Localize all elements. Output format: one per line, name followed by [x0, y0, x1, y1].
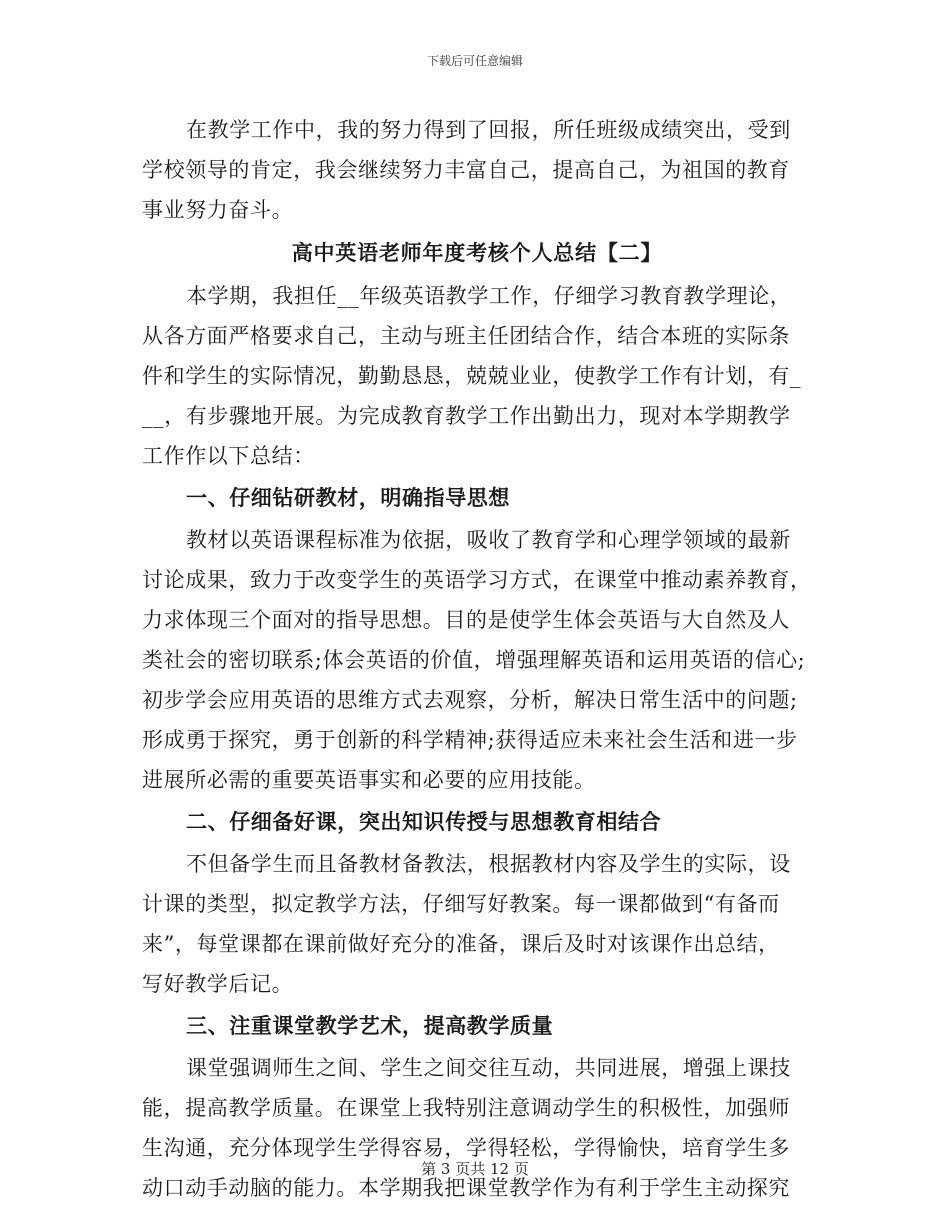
paragraph-line: 动口动手动脑的能力。本学期我把课堂教学作为有利于学生主动探究	[142, 1176, 790, 1200]
paragraph-line: 形成勇于探究，勇于创新的科学精神;获得适应未来社会生活和进一步	[142, 728, 798, 752]
paragraph-line: __，有步骤地开展。为完成教育教学工作出勤出力，现对本学期教学	[142, 404, 791, 428]
paragraph-line: 来”，每堂课都在课前做好充分的准备，课后及时对该课作出总结，	[142, 932, 780, 956]
heading-2: 二、仔细备好课，突出知识传授与思想教育相结合	[186, 809, 662, 834]
page-footer: 第 3 页共 12 页	[421, 1160, 529, 1178]
paragraph-line: 工作作以下总结：	[142, 444, 315, 468]
paragraph-line: 进展所必需的重要英语事实和必要的应用技能。	[142, 768, 596, 792]
paragraph-line: 能，提高教学质量。在课堂上我特别注意调动学生的积极性，加强师	[142, 1096, 790, 1120]
paragraph-line: 从各方面严格要求自己，主动与班主任团结合作，结合本班的实际条	[142, 324, 790, 348]
paragraph-line: 件和学生的实际情况，勤勤恳恳，兢兢业业，使教学工作有计划，有_	[142, 364, 802, 388]
paragraph-line: 写好教学后记。	[142, 972, 294, 996]
paragraph-line: 教材以英语课程标准为依据，吸收了教育学和心理学领域的最新	[186, 528, 791, 552]
paragraph-line: 计课的类型，拟定教学方法，仔细写好教案。每一课都做到“有备而	[142, 892, 780, 916]
paragraph-line: 讨论成果，致力于改变学生的英语学习方式，在课堂中推动素养教育，	[142, 568, 812, 592]
paragraph-line: 事业努力奋斗。	[142, 198, 294, 222]
heading-1: 一、仔细钻研教材，明确指导思想	[186, 485, 510, 510]
paragraph-line: 本学期，我担任__年级英语教学工作，仔细学习教育教学理论，	[186, 284, 792, 308]
paragraph-line: 不但备学生而且备教材备教法，根据教材内容及学生的实际，设	[186, 852, 791, 876]
heading-3: 三、注重课堂教学艺术，提高教学质量	[186, 1013, 554, 1038]
section-title: 高中英语老师年度考核个人总结【二】	[291, 240, 663, 265]
document-body	[142, 110, 812, 1208]
paragraph-line: 初步学会应用英语的思维方式去观察，分析，解决日常生活中的问题;	[142, 688, 798, 712]
paragraph-line: 学校领导的肯定，我会继续努力丰富自己，提高自己，为祖国的教育	[142, 158, 790, 182]
paragraph-line: 在教学工作中，我的努力得到了回报，所任班级成绩突出，受到	[186, 118, 791, 142]
paragraph-line: 力求体现三个面对的指导思想。目的是使学生体会英语与大自然及人	[142, 608, 790, 632]
paragraph-line: 课堂强调师生之间、学生之间交往互动，共同进展，增强上课技	[186, 1056, 791, 1080]
page-header: 下载后可任意编辑	[426, 54, 523, 68]
paragraph-line: 生沟通，充分体现学生学得容易，学得轻松，学得愉快，培育学生多	[142, 1136, 790, 1160]
paragraph-line: 类社会的密切联系;体会英语的价值，增强理解英语和运用英语的信心;	[142, 648, 806, 672]
